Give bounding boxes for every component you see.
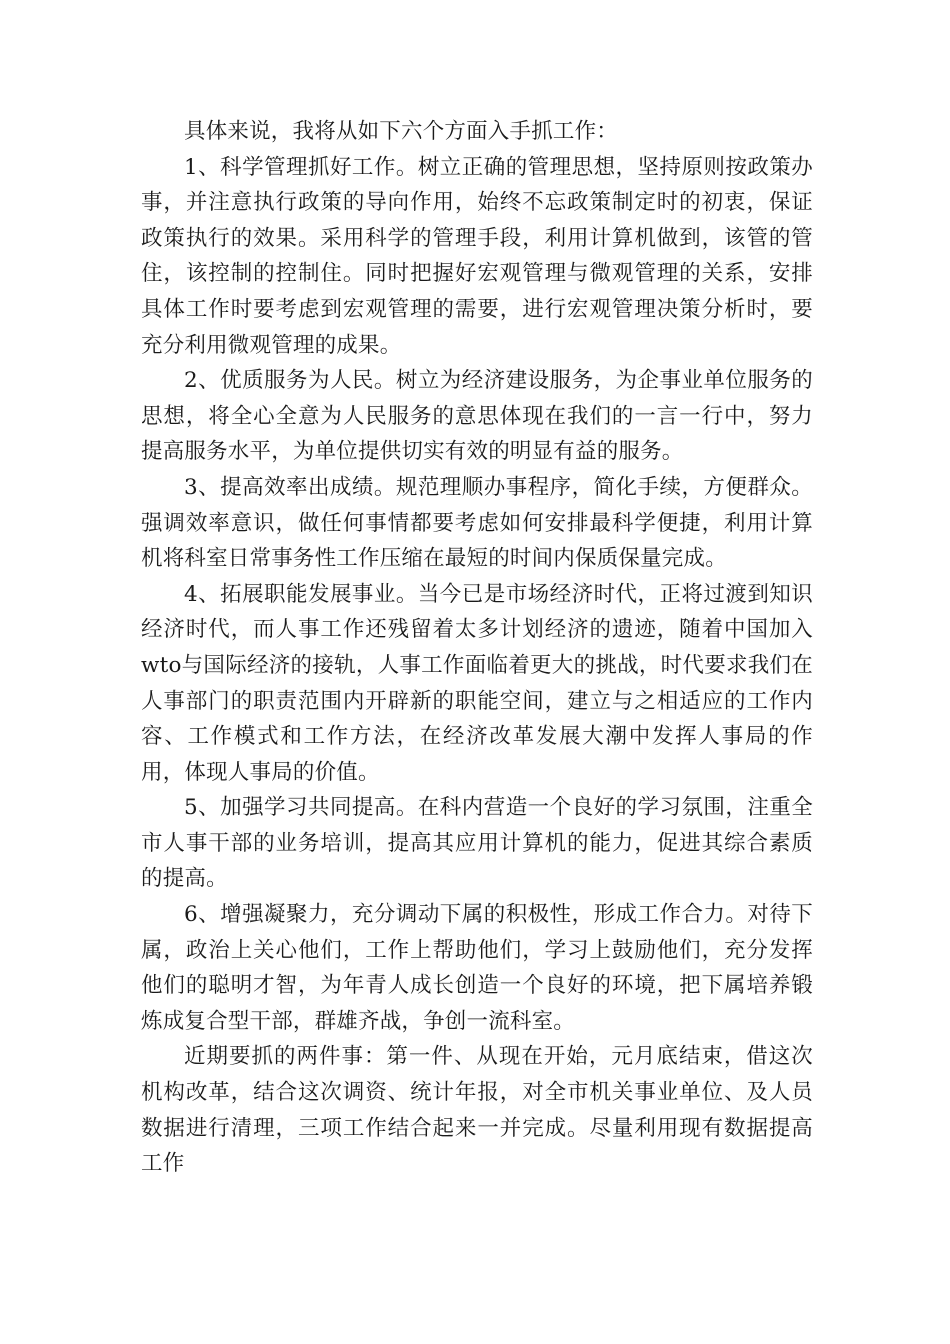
paragraph-item-2: 2、优质服务为人民。树立为经济建设服务，为企事业单位服务的思想，将全心全意为人民服务的意思体现在我们的一言一行中，努力提高服务水平，为单位提供切实有效的明显有益的服务。: [141, 368, 813, 465]
paragraph-item-4: 4、拓展职能发展事业。当今已是市场经济时代，正将过渡到知识经济时代，而人事工作还残留着太多计划经济的遗迹，随着中国加入wto与国际经济的接轨，人事工作面临着更大的挑战，时代要求我们在人事部门的职责范围内开辟新的职能空间，建立与之相适应的工作内容、工作模式和工作方法，在经济改革发展大潮中发挥人事局的作用，体现人事局的价值。: [141, 581, 813, 785]
document-body: [141, 114, 813, 1182]
paragraph-item-3: 3、提高效率出成绩。规范理顺办事程序，简化手续，方便群众。强调效率意识，做任何事情都要考虑如何安排最科学便捷，利用计算机将科室日常事务性工作压缩在最短的时间内保质保量完成。: [141, 474, 813, 572]
paragraph-near-term: 近期要抓的两件事：第一件、从现在开始，元月底结束，借这次机构改革，结合这次调资、统计年报，对全市机关事业单位、及人员数据进行清理，三项工作结合起来一并完成。尽量利用现有数据提高工作: [141, 1044, 813, 1177]
paragraph-item-1: 1、科学管理抓好工作。树立正确的管理思想，坚持原则按政策办事，并注意执行政策的导向作用，始终不忘政策制定时的初衷，保证政策执行的效果。采用科学的管理手段，利用计算机做到，该管的管住，该控制的控制住。同时把握好宏观管理与微观管理的关系，安排具体工作时要考虑到宏观管理的需要，进行宏观管理决策分析时，要充分利用微观管理的成果。: [141, 154, 813, 358]
paragraph-item-5: 5、加强学习共同提高。在科内营造一个良好的学习氛围，注重全市人事干部的业务培训，提高其应用计算机的能力，促进其综合素质的提高。: [141, 795, 813, 892]
paragraph-intro: 具体来说，我将从如下六个方面入手抓工作：: [184, 119, 619, 144]
paragraph-item-6: 6、增强凝聚力，充分调动下属的积极性，形成工作合力。对待下属，政治上关心他们，工作上帮助他们，学习上鼓励他们，充分发挥他们的聪明才智，为年青人成长创造一个良好的环境，把下属培养锻炼成复合型干部，群雄齐战，争创一流科室。: [141, 902, 813, 1034]
